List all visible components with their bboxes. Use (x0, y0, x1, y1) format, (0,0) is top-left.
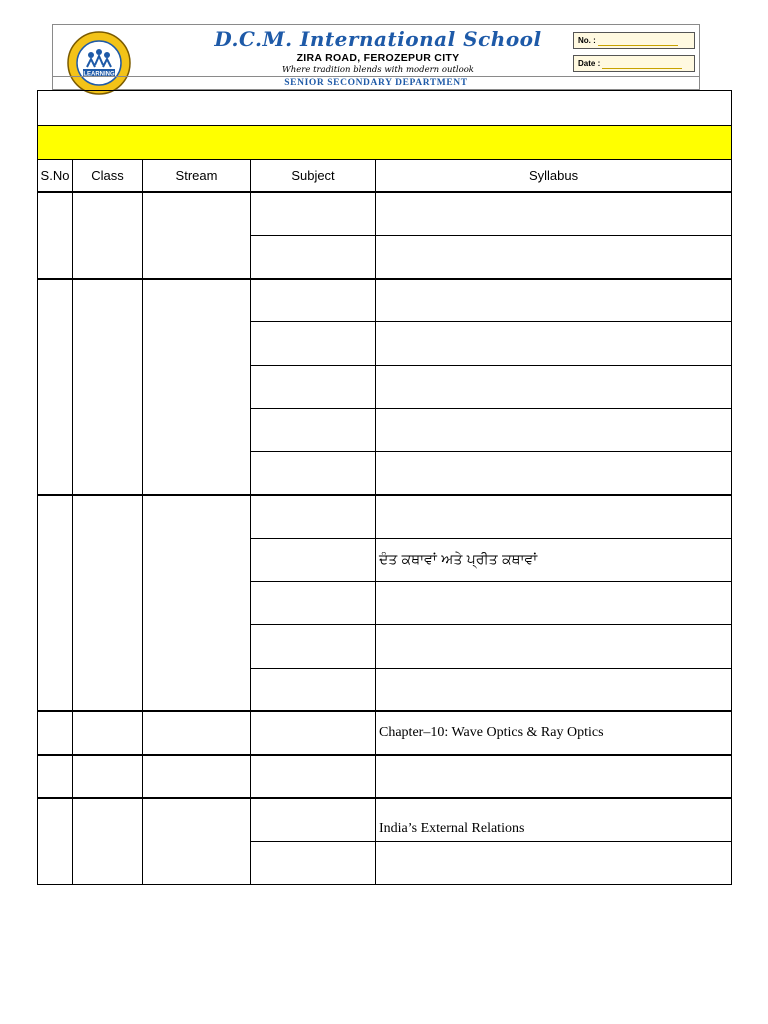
stream-cell (143, 711, 251, 754)
syllabus-cell (376, 755, 732, 798)
sno-cell (38, 798, 73, 885)
column-header-sno: S.No (38, 160, 73, 192)
syllabus-table (37, 90, 732, 885)
subject-cell (251, 408, 376, 451)
syllabus-cell (376, 408, 732, 451)
subject-cell (251, 798, 376, 841)
title-row (38, 91, 732, 126)
class-cell (73, 192, 143, 279)
title-cell (38, 91, 732, 126)
syllabus-cell (376, 322, 732, 365)
subject-cell (251, 452, 376, 495)
syllabus-cell (376, 495, 732, 538)
table-row (38, 192, 732, 235)
stream-cell (143, 192, 251, 279)
stream-cell (143, 279, 251, 495)
table-row (38, 495, 732, 538)
syllabus-cell (376, 365, 732, 408)
subject-cell (251, 538, 376, 581)
syllabus-cell-punjabi: ਦੰਤ ਕਥਾਵਾਂ ਅਤੇ ਪ੍ਰੀਤ ਕਥਾਵਾਂ (376, 538, 732, 581)
header-row (38, 160, 732, 192)
stream-cell (143, 755, 251, 798)
sno-cell (38, 279, 73, 495)
subject-cell (251, 322, 376, 365)
sno-cell (38, 755, 73, 798)
class-cell (73, 755, 143, 798)
sno-cell (38, 192, 73, 279)
number-field[interactable] (573, 32, 695, 49)
number-line (598, 36, 678, 46)
stream-cell (143, 495, 251, 711)
syllabus-cell (376, 625, 732, 668)
sno-cell (38, 495, 73, 711)
column-header-stream: Stream (143, 160, 251, 192)
subject-cell (251, 279, 376, 322)
department-name: SENIOR SECONDARY DEPARTMENT (284, 78, 468, 88)
sno-cell (38, 711, 73, 754)
syllabus-cell (376, 279, 732, 322)
date-label: Date : (578, 59, 601, 68)
column-header-class: Class (73, 160, 143, 192)
subject-cell (251, 755, 376, 798)
class-cell (73, 798, 143, 885)
class-cell (73, 279, 143, 495)
subject-cell (251, 495, 376, 538)
school-name: D.C.M. International School (214, 27, 542, 51)
subject-cell (251, 625, 376, 668)
table-row (38, 755, 732, 798)
subject-cell (251, 841, 376, 884)
highlight-cell (38, 126, 732, 160)
syllabus-cell (376, 668, 732, 711)
syllabus-cell (376, 452, 732, 495)
highlight-row (38, 126, 732, 160)
subject-cell (251, 668, 376, 711)
logo-text: LEARNING (83, 71, 115, 78)
department-band (53, 76, 699, 90)
syllabus-cell (376, 192, 732, 235)
subject-cell (251, 365, 376, 408)
syllabus-cell-physics: Chapter–10: Wave Optics & Ray Optics (376, 711, 732, 754)
subject-cell (251, 192, 376, 235)
table-row (38, 798, 732, 841)
syllabus-cell (376, 235, 732, 278)
syllabus-cell (376, 841, 732, 884)
class-cell (73, 711, 143, 754)
subject-cell (251, 235, 376, 278)
letterhead (52, 24, 700, 90)
column-header-subject: Subject (251, 160, 376, 192)
class-cell (73, 495, 143, 711)
syllabus-cell-political-science: India’s External Relations (376, 798, 732, 841)
syllabus-cell (376, 582, 732, 625)
subject-cell (251, 711, 376, 754)
subject-cell (251, 582, 376, 625)
stream-cell (143, 798, 251, 885)
column-header-syllabus: Syllabus (376, 160, 732, 192)
table-row (38, 711, 732, 754)
school-address: ZIRA ROAD, FEROZEPUR CITY (296, 52, 460, 64)
number-label: No. : (578, 36, 596, 45)
date-line (602, 59, 682, 69)
school-tagline: Where tradition blends with modern outlook (282, 65, 474, 75)
table-row (38, 279, 732, 322)
date-field[interactable] (573, 55, 695, 72)
